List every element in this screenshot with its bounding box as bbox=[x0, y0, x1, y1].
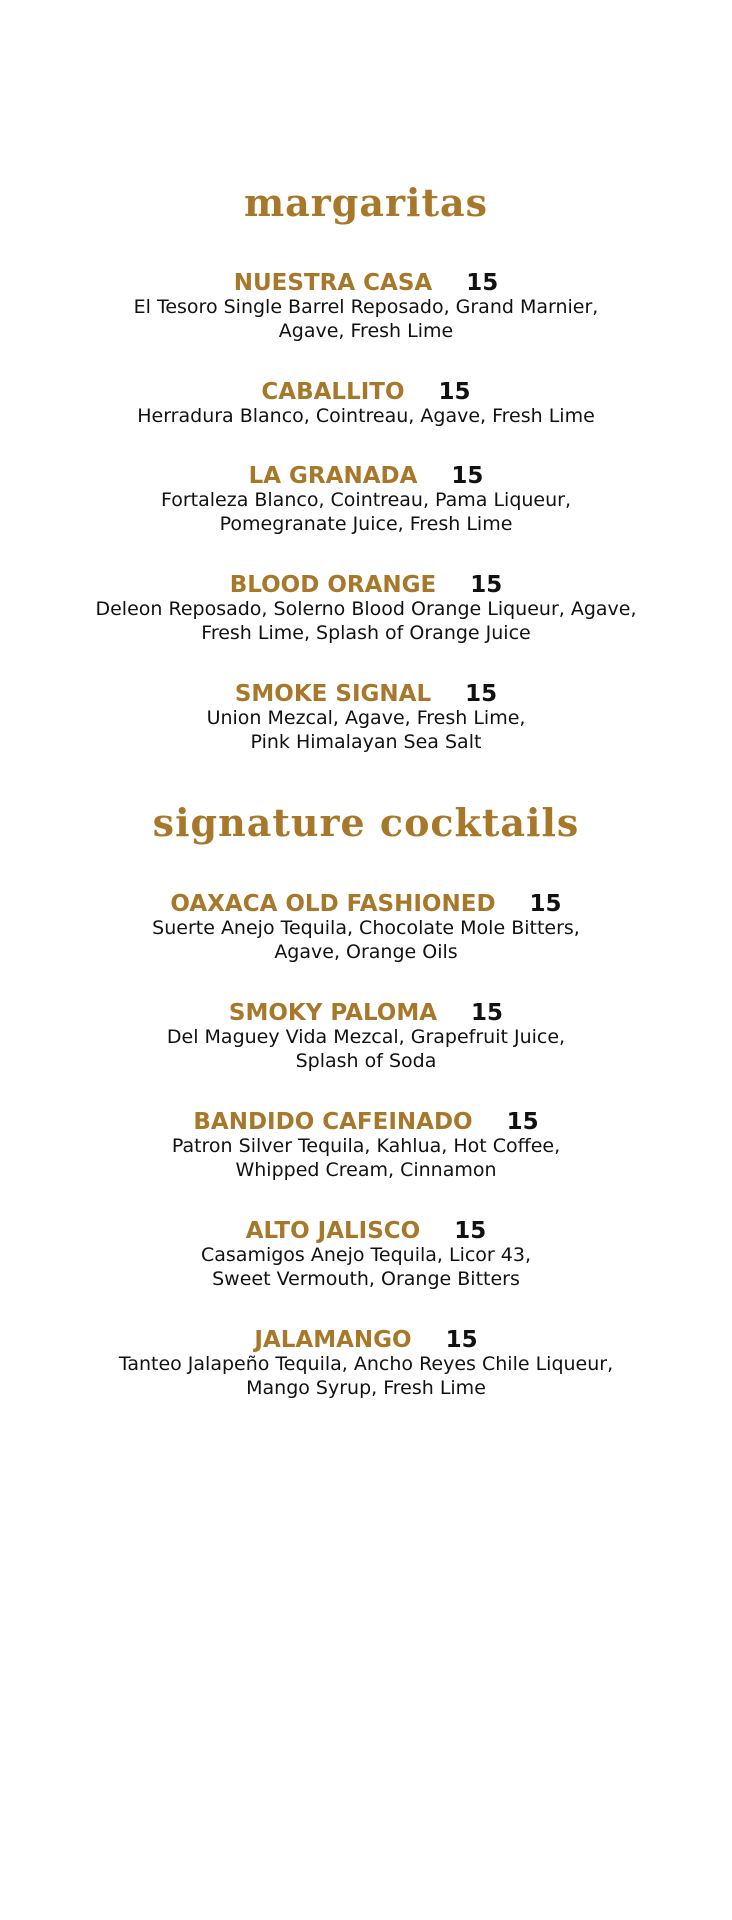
item-description-line: Herradura Blanco, Cointreau, Agave, Fresh Lime bbox=[137, 405, 595, 427]
item-name: CABALLITO bbox=[261, 379, 405, 405]
item-description-line: Union Mezcal, Agave, Fresh Lime, bbox=[206, 707, 526, 729]
item-header bbox=[0, 999, 732, 1027]
item-price: 15 bbox=[445, 1327, 478, 1353]
item-description bbox=[0, 1243, 732, 1291]
item-description-line: Agave, Orange Oils bbox=[274, 941, 458, 963]
item-description-line: Deleon Reposado, Solerno Blood Orange Liqueur, Agave, bbox=[95, 598, 637, 620]
item-description bbox=[0, 295, 732, 343]
item-name: BANDIDO CAFEINADO bbox=[193, 1109, 473, 1135]
item-header bbox=[0, 1108, 732, 1136]
menu-item bbox=[0, 571, 732, 645]
menu-item bbox=[0, 1326, 732, 1400]
item-description bbox=[0, 488, 732, 536]
item-description-line: Whipped Cream, Cinnamon bbox=[235, 1159, 497, 1181]
item-description-line: Fortaleza Blanco, Cointreau, Pama Liqueur, bbox=[160, 489, 572, 511]
item-description-line: Del Maguey Vida Mezcal, Grapefruit Juice, bbox=[166, 1026, 566, 1048]
menu-item bbox=[0, 269, 732, 343]
item-description bbox=[0, 597, 732, 645]
item-description-line: Mango Syrup, Fresh Lime bbox=[246, 1377, 486, 1399]
item-header bbox=[0, 890, 732, 918]
item-header bbox=[0, 1217, 732, 1245]
item-description bbox=[0, 1352, 732, 1400]
menu-item bbox=[0, 890, 732, 964]
item-description bbox=[0, 1134, 732, 1182]
item-name: BLOOD ORANGE bbox=[229, 572, 437, 598]
section-title-signature-cocktails: signature cocktails bbox=[152, 800, 580, 845]
item-price: 15 bbox=[529, 891, 562, 917]
item-name: SMOKY PALOMA bbox=[228, 1000, 438, 1026]
item-price: 15 bbox=[438, 379, 471, 405]
menu-item bbox=[0, 999, 732, 1073]
item-description-line: Pink Himalayan Sea Salt bbox=[250, 731, 482, 753]
menu-item bbox=[0, 462, 732, 536]
item-price: 15 bbox=[451, 463, 484, 489]
item-description bbox=[0, 1025, 732, 1073]
item-header bbox=[0, 462, 732, 490]
item-name: JALAMANGO bbox=[254, 1327, 412, 1353]
item-price: 15 bbox=[465, 681, 498, 707]
item-description-line: Fresh Lime, Splash of Orange Juice bbox=[201, 622, 531, 644]
menu-item bbox=[0, 378, 732, 428]
item-name: LA GRANADA bbox=[248, 463, 418, 489]
item-header bbox=[0, 269, 732, 297]
item-description-line: Pomegranate Juice, Fresh Lime bbox=[219, 513, 513, 535]
item-description-line: Suerte Anejo Tequila, Chocolate Mole Bitters, bbox=[152, 917, 580, 939]
item-header bbox=[0, 680, 732, 708]
item-description bbox=[0, 916, 732, 964]
item-name: ALTO JALISCO bbox=[245, 1218, 421, 1244]
menu-item bbox=[0, 1217, 732, 1291]
item-price: 15 bbox=[466, 270, 499, 296]
item-description-line: El Tesoro Single Barrel Reposado, Grand Marnier, bbox=[133, 296, 599, 318]
item-price: 15 bbox=[454, 1218, 487, 1244]
item-description bbox=[0, 706, 732, 754]
item-description-line: Sweet Vermouth, Orange Bitters bbox=[212, 1268, 520, 1290]
item-header bbox=[0, 378, 732, 406]
item-name: OAXACA OLD FASHIONED bbox=[170, 891, 496, 917]
menu-item bbox=[0, 1108, 732, 1182]
item-description-line: Splash of Soda bbox=[295, 1050, 437, 1072]
item-price: 15 bbox=[506, 1109, 539, 1135]
item-header bbox=[0, 571, 732, 599]
item-name: SMOKE SIGNAL bbox=[234, 681, 432, 707]
item-description bbox=[0, 404, 732, 428]
menu-item bbox=[0, 680, 732, 754]
item-description-line: Patron Silver Tequila, Kahlua, Hot Coffee, bbox=[171, 1135, 561, 1157]
item-price: 15 bbox=[471, 1000, 504, 1026]
item-name: NUESTRA CASA bbox=[233, 270, 433, 296]
item-description-line: Agave, Fresh Lime bbox=[278, 320, 454, 342]
item-description-line: Tanteo Jalapeño Tequila, Ancho Reyes Chile Liqueur, bbox=[118, 1353, 614, 1375]
item-header bbox=[0, 1326, 732, 1354]
section-title-margaritas: margaritas bbox=[243, 180, 489, 225]
item-description-line: Casamigos Anejo Tequila, Licor 43, bbox=[201, 1244, 531, 1266]
item-price: 15 bbox=[470, 572, 503, 598]
